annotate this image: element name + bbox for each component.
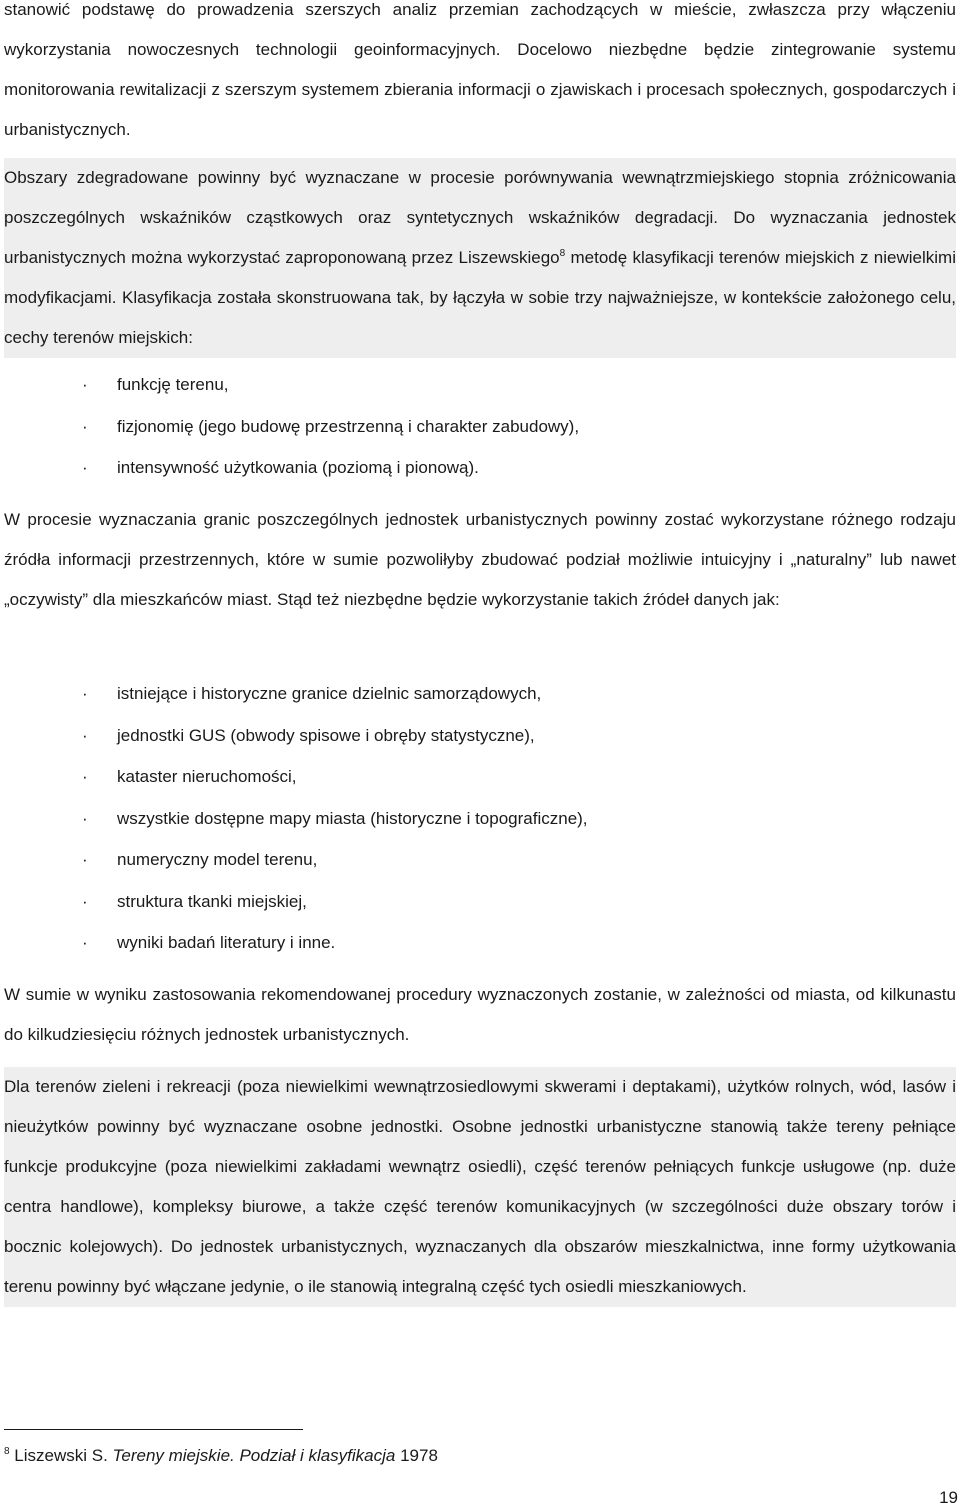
footnote-author: Liszewski S.	[9, 1446, 113, 1465]
footnote	[4, 1444, 438, 1468]
list-item	[4, 756, 956, 798]
list-item-text: istniejące i historyczne granice dzielnic samorządowych,	[117, 684, 542, 703]
bullet-icon: ·	[82, 891, 88, 911]
list-item-text: wyniki badań literatury i inne.	[117, 933, 336, 952]
bullet-icon: ·	[82, 416, 88, 436]
list-item-text: kataster nieruchomości,	[117, 767, 297, 786]
footnote-number: 8	[4, 1446, 10, 1457]
list-item	[4, 673, 956, 715]
paragraph-5: Dla terenów zieleni i rekreacji (poza niewielkimi wewnątrzosiedlowymi skwerami i deptakami), użytków rolnych, wód, lasów i nieużytków powinny być wyznaczane osobne jednostki. Osobne jednostki urbanistyczne stanowią także tereny pełniące funkcje produkcyjne (poza niewielkimi zakładami wewnątrz osiedli), część terenów pełniących funkcje usługowe (np. duże centra handlowe), kompleksy biurowe, a także część terenów komunikacyjnych (w szczególności duże obszary torów i bocznic kolejowych). Do jednostek urbanistycznych, wyznaczanych dla obszarów mieszkalnictwa, inne formy użytkowania terenu powinny być włączane jedynie, o ile stanowią integralną część tych osiedli mieszkaniowych.	[4, 1067, 956, 1307]
bullet-icon: ·	[82, 850, 88, 869]
paragraph-4: W sumie w wyniku zastosowania rekomendowanej procedury wyznaczonych zostanie, w zależności od miasta, od kilkunastu do kilkudziesięciu różnych jednostek urbanistycznych.	[4, 985, 956, 1044]
footnote-year: 1978	[395, 1446, 438, 1465]
list-item-text: numeryczny model terenu,	[117, 850, 318, 869]
bullet-icon: ·	[82, 808, 88, 828]
list-item-text: intensywność użytkowania (poziomą i pionową).	[117, 458, 479, 477]
list-item	[4, 798, 956, 840]
bullet-icon: ·	[82, 933, 88, 952]
data-sources-list	[4, 673, 956, 964]
list-item	[4, 922, 956, 964]
bullet-icon: ·	[82, 725, 88, 745]
bullet-icon: ·	[82, 458, 88, 477]
bullet-icon: ·	[82, 375, 88, 394]
list-item-text: funkcję terenu,	[117, 375, 229, 394]
list-item	[4, 839, 956, 881]
list-item	[4, 406, 956, 448]
list-item-text: wszystkie dostępne mapy miasta (historyczne i topograficzne),	[117, 808, 588, 828]
footnote-divider	[4, 1429, 303, 1430]
list-item-text: fizjonomię (jego budowę przestrzenną i charakter zabudowy),	[117, 416, 580, 436]
list-item	[4, 715, 956, 757]
footnote-title: Tereny miejskie. Podział i klasyfikacja	[112, 1446, 396, 1465]
feature-list	[4, 364, 956, 489]
paragraph-2-text-a: Obszary zdegradowane powinny być wyznaczane w procesie porównywania wewnątrzmiejskiego stopnia zróżnicowania poszczególnych wskaźników cząstkowych oraz syntetycznych wskaźników degradacji. Do wyznaczania jednostek urbanistycznych można wykorzystać zaproponowaną przez Liszewskiego	[4, 168, 956, 267]
paragraph-3: W procesie wyznaczania granic poszczególnych jednostek urbanistycznych powinny zostać wykorzystane różnego rodzaju źródła informacji przestrzennych, które w sumie pozwoliłyby zbudować podział możliwie intuicyjny i „naturalny” lub nawet „oczywisty” dla mieszkańców miast. Stąd też niezbędne będzie wykorzystanie takich źródeł danych jak:	[4, 510, 956, 609]
list-item	[4, 447, 956, 489]
list-item-text: jednostki GUS (obwody spisowe i obręby statystyczne),	[117, 725, 535, 745]
bullet-icon: ·	[82, 767, 88, 786]
page-number: 19	[939, 1488, 958, 1507]
footnote-ref: 8	[559, 248, 566, 259]
paragraph-1: stanowić podstawę do prowadzenia szerszych analiz przemian zachodzących w mieście, zwłaszcza przy włączeniu wykorzystania nowoczesnych technologii geoinformacyjnych. Docelowo niezbędne będzie zintegrowanie systemu monitorowania rewitalizacji z szerszym systemem zbierania informacji o zjawiskach i procesach społecznych, gospodarczych i urbanistycznych.	[4, 0, 956, 139]
paragraph-2-text-b: metodę klasyfikacji terenów miejskich z niewielkimi modyfikacjami. Klasyfikacja została skonstruowana tak, by łączyła w sobie trzy najważniejsze, w kontekście założonego celu, cechy terenów miejskich:	[4, 248, 956, 347]
list-item-text: struktura tkanki miejskiej,	[117, 891, 307, 911]
list-item	[4, 881, 956, 923]
list-item	[4, 364, 956, 406]
paragraph-2	[4, 158, 956, 358]
bullet-icon: ·	[82, 684, 88, 703]
